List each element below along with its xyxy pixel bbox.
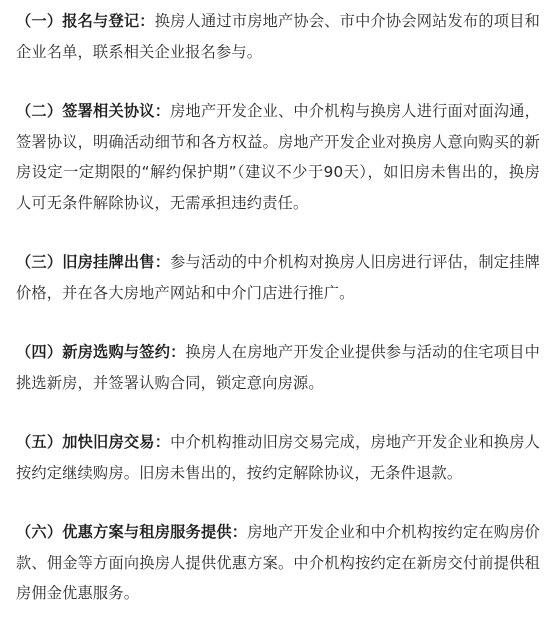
step-heading: （六）优惠方案与租房服务提供： xyxy=(16,523,248,541)
step-body: 中介机构推动旧房交易完成，房地产开发企业和换房人按约定继续购房。旧房未售出的，按约定解除协议，无条件退款。 xyxy=(16,433,540,482)
step-paragraph-2 xyxy=(16,96,540,218)
step-paragraph-3 xyxy=(16,247,540,308)
step-body: 房地产开发企业、中介机构与换房人进行面对面沟通，签署协议，明确活动细节和各方权益。房地产开发企业对换房人意向购买的新房设定一定期限的“解约保护期”（建议不少于90天），如旧房未售出的，换房人可无条件解除协议，无需承担违约责任。 xyxy=(16,102,540,212)
step-paragraph-5 xyxy=(16,427,540,488)
step-body: 换房人在房地产开发企业提供参与活动的住宅项目中挑选新房，并签署认购合同，锁定意向房源。 xyxy=(16,343,541,392)
step-heading: （一）报名与登记： xyxy=(16,12,155,30)
step-body: 换房人通过市房地产协会、市中介协会网站发布的项目和企业名单，联系相关企业报名参与。 xyxy=(16,12,540,61)
step-heading: （二）签署相关协议： xyxy=(16,102,171,120)
step-body: 参与活动的中介机构对换房人旧房进行评估，制定挂牌价格，并在各大房地产网站和中介门店进行推广。 xyxy=(16,253,540,302)
step-heading: （五）加快旧房交易： xyxy=(16,433,171,451)
step-paragraph-4 xyxy=(16,337,540,398)
step-paragraph-6 xyxy=(16,517,540,609)
step-body: 房地产开发企业和中介机构按约定在购房价款、佣金等方面向换房人提供优惠方案。中介机构按约定在新房交付前提供租房佣金优惠服务。 xyxy=(16,523,540,602)
step-heading: （三）旧房挂牌出售： xyxy=(16,253,171,271)
step-paragraph-1 xyxy=(16,6,540,67)
step-heading: （四）新房选购与签约： xyxy=(16,343,186,361)
